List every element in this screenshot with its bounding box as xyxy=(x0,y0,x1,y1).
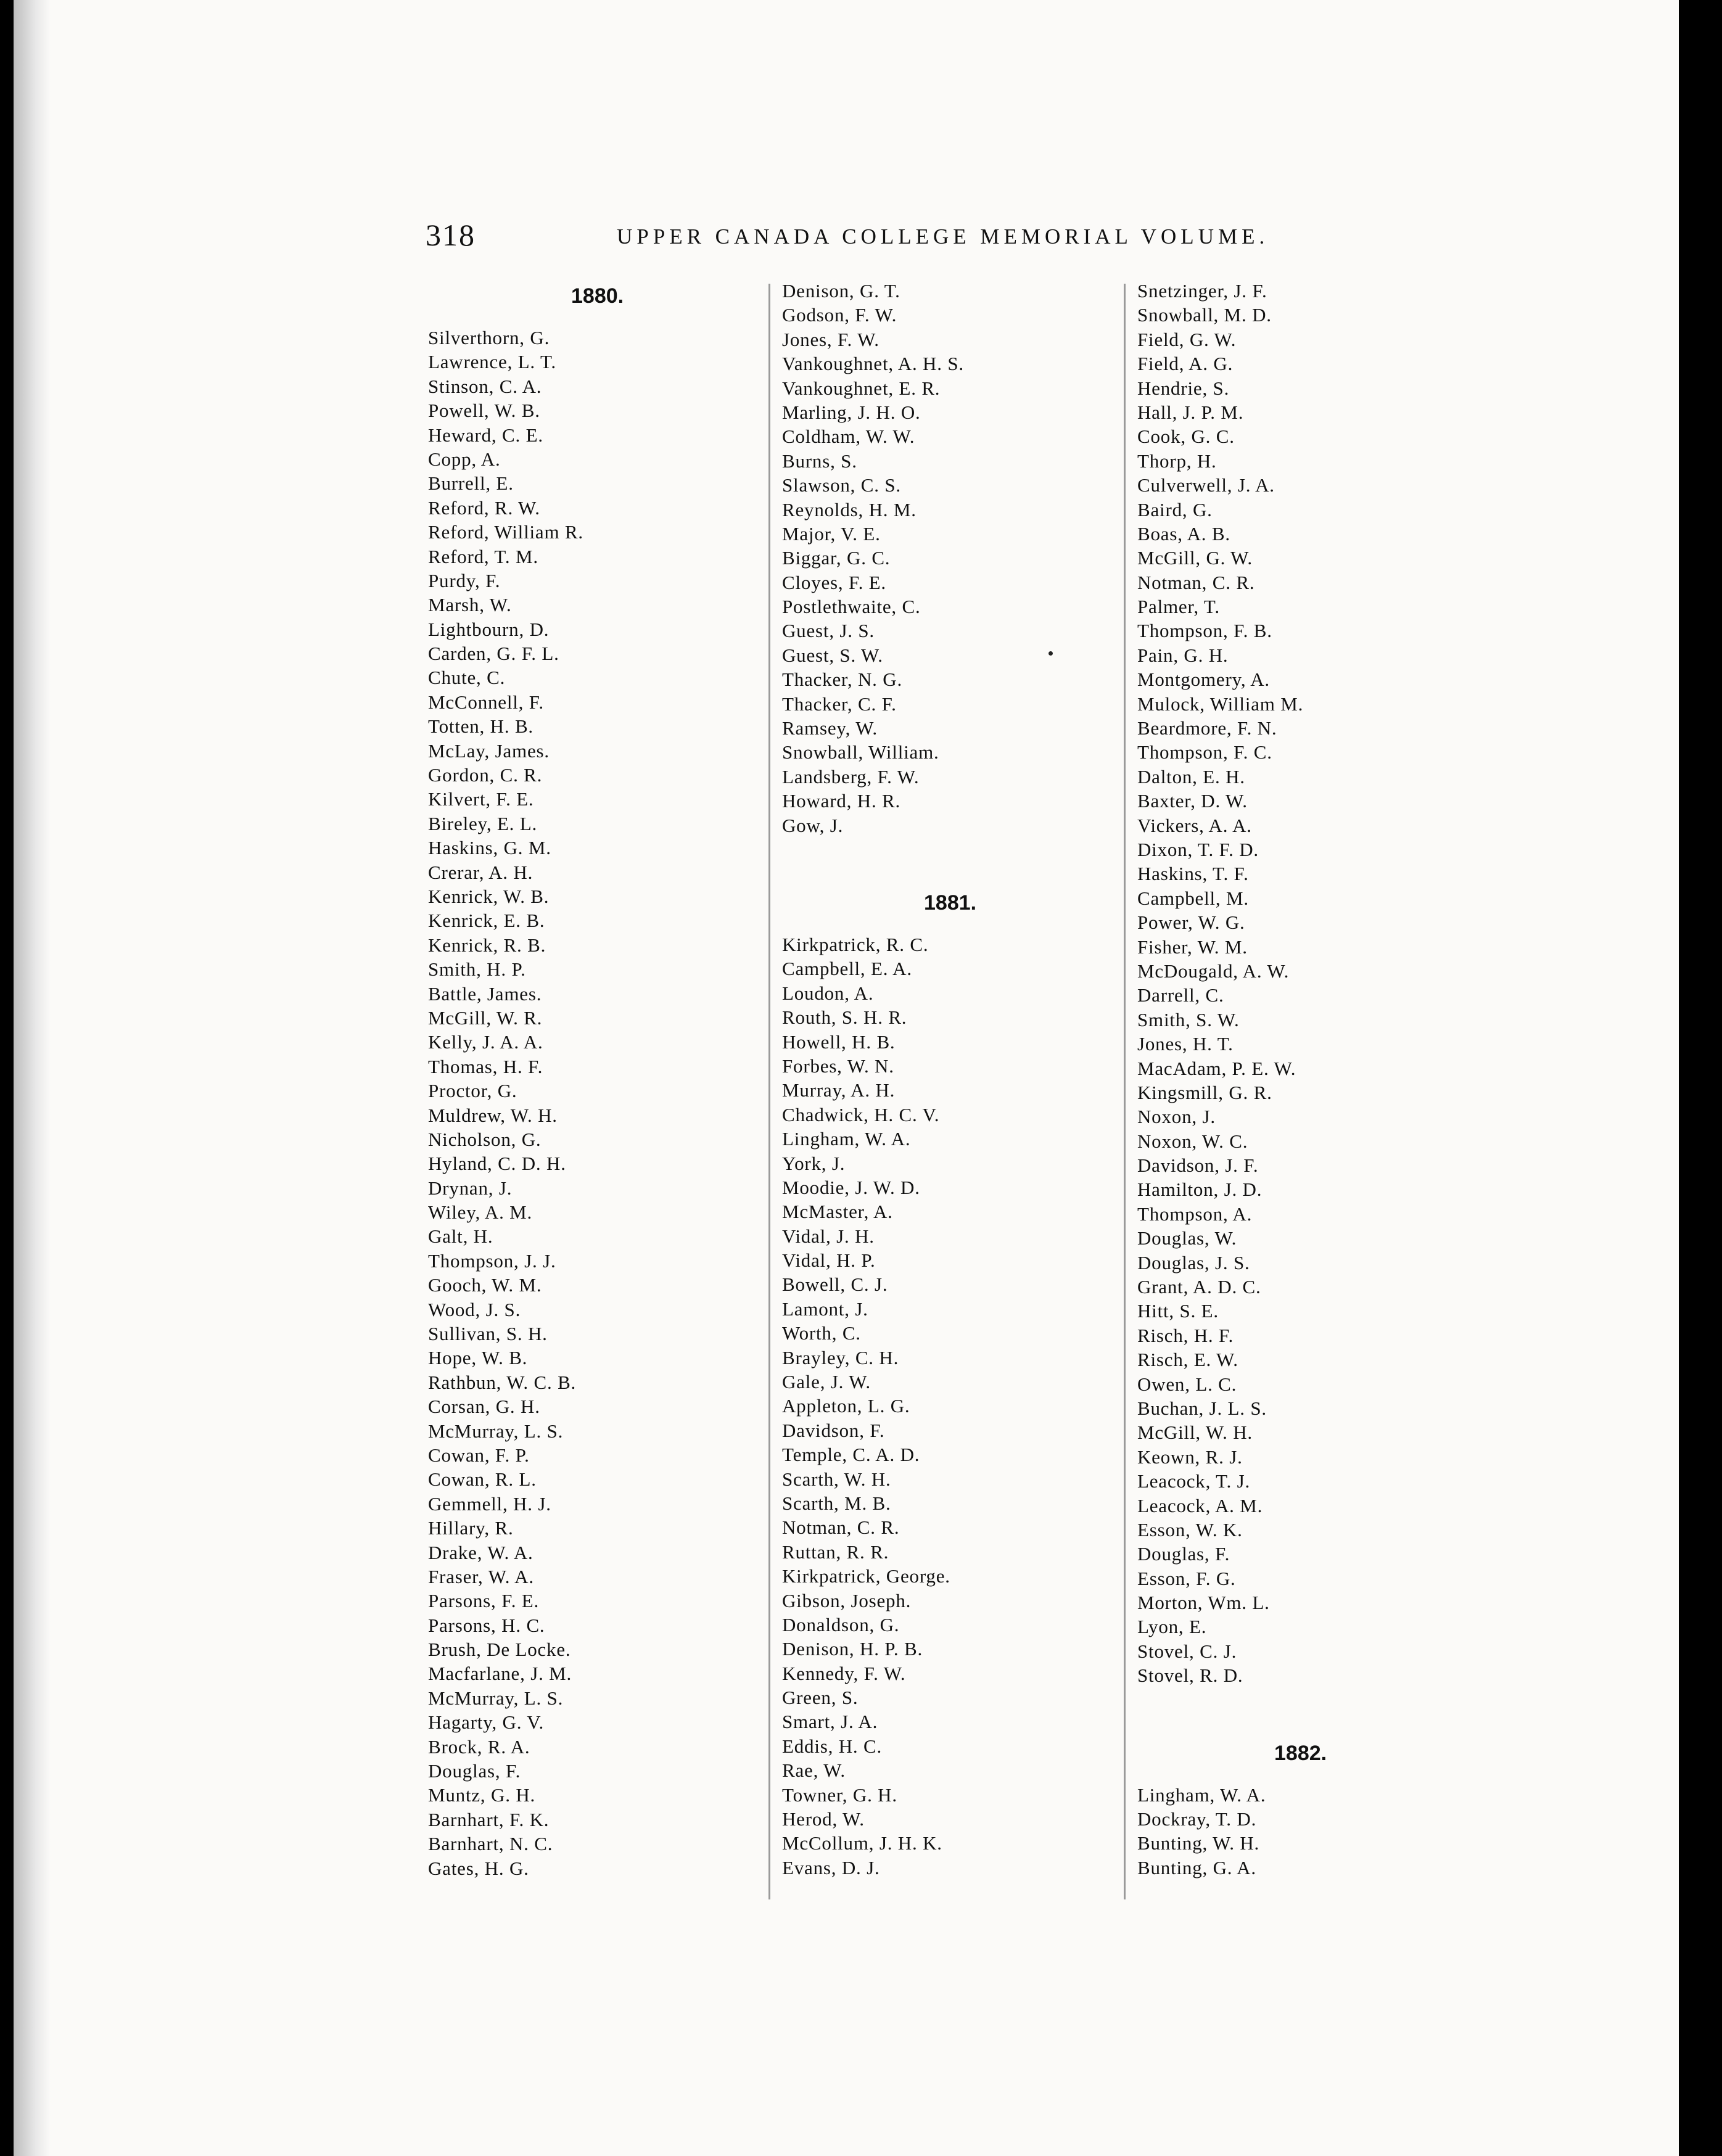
name-entry: Kelly, J. A. A. xyxy=(428,1031,543,1053)
name-entry: Esson, W. K. xyxy=(1137,1518,1243,1541)
name-entry: Hyland, C. D. H. xyxy=(428,1153,566,1175)
name-entry: McMurray, L. S. xyxy=(428,1420,564,1442)
name-entry: Silverthorn, G. xyxy=(428,327,550,348)
name-entry: Hitt, S. E. xyxy=(1137,1300,1219,1322)
name-entry: Hall, J. P. M. xyxy=(1137,401,1244,423)
name-entry: Burns, S. xyxy=(782,450,857,472)
name-list xyxy=(782,279,1127,837)
name-entry: Bowell, C. J. xyxy=(782,1273,888,1296)
name-entry: Vidal, J. H. xyxy=(782,1225,875,1247)
name-list xyxy=(782,932,1127,1880)
column-2 xyxy=(782,279,1127,1880)
name-entry: Rathbun, W. C. B. xyxy=(428,1371,577,1393)
name-entry: Lawrence, L. T. xyxy=(428,351,556,373)
name-entry: McMurray, L. S. xyxy=(428,1687,564,1709)
name-entry: Bunting, G. A. xyxy=(1137,1856,1256,1878)
name-entry: Esson, F. G. xyxy=(1137,1567,1236,1589)
name-entry: Cook, G. C. xyxy=(1137,426,1235,448)
binding-gutter xyxy=(14,0,51,2156)
name-entry: Notman, C. R. xyxy=(1137,571,1255,593)
name-entry: Grant, A. D. C. xyxy=(1137,1276,1261,1298)
scan-edge-left xyxy=(0,0,14,2156)
name-entry: Kenrick, W. B. xyxy=(428,885,550,907)
name-entry: Jones, H. T. xyxy=(1137,1033,1234,1055)
name-entry: Vidal, H. P. xyxy=(782,1249,876,1272)
name-entry: Barnhart, N. C. xyxy=(428,1833,553,1855)
name-entry: Green, S. xyxy=(782,1687,859,1709)
name-entry: Forbes, W. N. xyxy=(782,1055,894,1077)
name-entry: Cowan, F. P. xyxy=(428,1444,530,1466)
name-entry: McDougald, A. W. xyxy=(1137,960,1290,982)
name-entry: Marsh, W. xyxy=(428,594,512,616)
name-entry: Noxon, W. C. xyxy=(1137,1130,1248,1152)
name-entry: Darrell, C. xyxy=(1137,984,1224,1006)
name-entry: Lyon, E. xyxy=(1137,1616,1207,1638)
name-entry: Smith, S. W. xyxy=(1137,1008,1240,1031)
name-entry: Routh, S. H. R. xyxy=(782,1006,907,1029)
name-list xyxy=(1137,279,1483,1688)
name-entry: Bireley, E. L. xyxy=(428,812,538,834)
name-entry: Slawson, C. S. xyxy=(782,474,901,496)
name-entry: Denison, G. T. xyxy=(782,280,900,302)
page-header xyxy=(426,217,1308,260)
name-entry: Parsons, F. E. xyxy=(428,1590,540,1612)
name-entry: Montgomery, A. xyxy=(1137,669,1270,691)
name-entry: Wood, J. S. xyxy=(428,1298,521,1320)
name-entry: Vankoughnet, A. H. S. xyxy=(782,353,964,375)
name-entry: Marling, J. H. O. xyxy=(782,401,921,423)
name-entry: Macfarlane, J. M. xyxy=(428,1663,572,1685)
name-entry: Postlethwaite, C. xyxy=(782,596,921,618)
name-entry: Burrell, E. xyxy=(428,472,514,495)
name-entry: Douglas, J. S. xyxy=(1137,1251,1250,1273)
name-entry: Hagarty, G. V. xyxy=(428,1711,544,1734)
name-entry: Godson, F. W. xyxy=(782,304,897,326)
name-entry: Thorp, H. xyxy=(1137,450,1217,472)
name-entry: Evans, D. J. xyxy=(782,1856,880,1878)
name-entry: Thacker, C. F. xyxy=(782,693,897,715)
name-entry: Denison, H. P. B. xyxy=(782,1638,923,1660)
name-entry: Heward, C. E. xyxy=(428,424,543,446)
name-entry: McConnell, F. xyxy=(428,691,544,713)
name-entry: Powell, W. B. xyxy=(428,400,540,422)
name-entry: Howell, H. B. xyxy=(782,1031,896,1053)
name-entry: Leacock, A. M. xyxy=(1137,1494,1263,1516)
name-entry: Stovel, C. J. xyxy=(1137,1640,1237,1662)
name-entry: Purdy, F. xyxy=(428,569,501,591)
name-entry: MacAdam, P. E. W. xyxy=(1137,1057,1296,1079)
name-entry: Notman, C. R. xyxy=(782,1516,900,1539)
name-entry: Buchan, J. L. S. xyxy=(1137,1397,1267,1419)
name-entry: Wiley, A. M. xyxy=(428,1201,533,1224)
name-entry: Campbell, E. A. xyxy=(782,958,912,980)
name-entry: Risch, H. F. xyxy=(1137,1324,1234,1346)
name-entry: York, J. xyxy=(782,1152,846,1174)
name-entry: Rae, W. xyxy=(782,1759,846,1782)
name-entry: Dixon, T. F. D. xyxy=(1137,838,1259,860)
name-entry: Bunting, W. H. xyxy=(1137,1832,1260,1854)
name-entry: Towner, G. H. xyxy=(782,1784,897,1806)
name-entry: Kenrick, R. B. xyxy=(428,934,546,956)
name-entry: Scarth, W. H. xyxy=(782,1468,891,1490)
name-entry: Thacker, N. G. xyxy=(782,669,903,691)
name-entry: Appleton, L. G. xyxy=(782,1395,910,1417)
name-entry: Guest, J. S. xyxy=(782,620,875,642)
name-entry: Major, V. E. xyxy=(782,522,881,545)
name-entry: Snowball, M. D. xyxy=(1137,304,1272,326)
name-entry: Proctor, G. xyxy=(428,1080,517,1102)
name-entry: Douglas, W. xyxy=(1137,1227,1237,1249)
name-entry: Herod, W. xyxy=(782,1808,865,1830)
name-entry: Guest, S. W. xyxy=(782,644,883,666)
year-heading: 1880. xyxy=(571,284,624,308)
name-entry: Keown, R. J. xyxy=(1137,1446,1243,1468)
name-entry: Sullivan, S. H. xyxy=(428,1323,548,1345)
name-entry: Chadwick, H. C. V. xyxy=(782,1103,940,1125)
name-entry: Fisher, W. M. xyxy=(1137,936,1248,958)
name-entry: Nicholson, G. xyxy=(428,1128,542,1150)
name-entry: Eddis, H. C. xyxy=(782,1735,883,1757)
name-entry: Drake, W. A. xyxy=(428,1541,533,1563)
name-entry: Kirkpatrick, R. C. xyxy=(782,933,929,955)
name-entry: Biggar, G. C. xyxy=(782,547,891,569)
running-head: UPPER CANADA COLLEGE MEMORIAL VOLUME. xyxy=(617,224,1269,249)
name-entry: Gordon, C. R. xyxy=(428,764,543,786)
name-entry: Thompson, A. xyxy=(1137,1203,1253,1225)
name-entry: Snetzinger, J. F. xyxy=(1137,280,1267,302)
name-entry: Stinson, C. A. xyxy=(428,375,542,397)
name-entry: Stovel, R. D. xyxy=(1137,1664,1243,1687)
name-entry: Hendrie, S. xyxy=(1137,377,1230,399)
name-entry: Thompson, F. C. xyxy=(1137,741,1272,763)
name-entry: Haskins, G. M. xyxy=(428,837,551,859)
name-entry: Risch, E. W. xyxy=(1137,1349,1238,1371)
name-entry: Thompson, F. B. xyxy=(1137,620,1272,642)
name-entry: Ramsey, W. xyxy=(782,717,878,739)
name-entry: Field, A. G. xyxy=(1137,353,1234,375)
year-heading: 1881. xyxy=(924,891,977,915)
name-entry: Murray, A. H. xyxy=(782,1079,896,1101)
name-entry: Cowan, R. L. xyxy=(428,1468,537,1491)
name-entry: Morton, Wm. L. xyxy=(1137,1592,1270,1614)
name-entry: Hillary, R. xyxy=(428,1517,514,1539)
name-entry: Gemmell, H. J. xyxy=(428,1492,551,1515)
name-entry: Donaldson, G. xyxy=(782,1613,900,1636)
name-entry: Hope, W. B. xyxy=(428,1347,528,1369)
name-entry: Landsberg, F. W. xyxy=(782,765,920,788)
name-entry: Beardmore, F. N. xyxy=(1137,717,1277,739)
name-entry: Culverwell, J. A. xyxy=(1137,474,1275,496)
name-entry: Baird, G. xyxy=(1137,498,1213,520)
name-entry: McMaster, A. xyxy=(782,1201,893,1223)
name-entry: Battle, James. xyxy=(428,982,542,1005)
name-entry: Smith, H. P. xyxy=(428,958,526,981)
name-entry: Gale, J. W. xyxy=(782,1371,871,1393)
name-entry: McGill, W. R. xyxy=(428,1006,543,1029)
name-entry: Ruttan, R. R. xyxy=(782,1541,889,1563)
name-entry: Baxter, D. W. xyxy=(1137,790,1248,812)
name-entry: Gow, J. xyxy=(782,814,844,836)
name-entry: Palmer, T. xyxy=(1137,596,1220,618)
name-entry: Parsons, H. C. xyxy=(428,1614,545,1636)
name-entry: Drynan, J. xyxy=(428,1177,513,1199)
name-entry: Coldham, W. W. xyxy=(782,426,915,448)
name-entry: Vankoughnet, E. R. xyxy=(782,377,941,399)
name-entry: Muldrew, W. H. xyxy=(428,1104,558,1126)
name-entry: Corsan, G. H. xyxy=(428,1396,540,1418)
name-entry: Thomas, H. F. xyxy=(428,1055,543,1077)
name-entry: Gibson, Joseph. xyxy=(782,1589,912,1611)
name-entry: Brayley, C. H. xyxy=(782,1346,899,1368)
name-entry: Dalton, E. H. xyxy=(1137,765,1245,788)
name-entry: Copp, A. xyxy=(428,448,501,470)
name-entry: Lingham, W. A. xyxy=(782,1128,911,1150)
column-1 xyxy=(428,279,773,1880)
name-entry: Kingsmill, G. R. xyxy=(1137,1081,1272,1103)
name-entry: Reynolds, H. M. xyxy=(782,498,917,520)
name-entry: Moodie, J. W. D. xyxy=(782,1176,920,1198)
name-entry: Reford, R. W. xyxy=(428,496,540,519)
name-entry: Fraser, W. A. xyxy=(428,1565,534,1587)
name-entry: Chute, C. xyxy=(428,667,506,689)
name-list xyxy=(1137,1783,1483,1880)
name-entry: Lingham, W. A. xyxy=(1137,1784,1266,1806)
name-entry: Smart, J. A. xyxy=(782,1711,878,1733)
name-entry: Thompson, J. J. xyxy=(428,1249,556,1272)
name-entry: Reford, T. M. xyxy=(428,545,538,567)
name-entry: Dockray, T. D. xyxy=(1137,1808,1257,1830)
name-entry: Haskins, T. F. xyxy=(1137,863,1249,885)
name-entry: Kilvert, F. E. xyxy=(428,788,534,810)
name-entry: Snowball, William. xyxy=(782,741,939,763)
name-entry: Davidson, F. xyxy=(782,1419,885,1441)
name-entry: McCollum, J. H. K. xyxy=(782,1832,942,1854)
name-entry: Brock, R. A. xyxy=(428,1735,530,1758)
name-entry: Galt, H. xyxy=(428,1225,493,1248)
name-entry: Temple, C. A. D. xyxy=(782,1444,920,1466)
name-entry: Lamont, J. xyxy=(782,1298,868,1320)
name-entry: Kennedy, F. W. xyxy=(782,1662,906,1684)
name-entry: Vickers, A. A. xyxy=(1137,814,1252,836)
name-entry: Gates, H. G. xyxy=(428,1857,529,1879)
name-entry: Field, G. W. xyxy=(1137,328,1237,350)
year-heading: 1882. xyxy=(1274,1741,1327,1765)
name-entry: Kenrick, E. B. xyxy=(428,910,545,932)
name-entry: McGill, G. W. xyxy=(1137,547,1253,569)
name-entry: Jones, F. W. xyxy=(782,328,880,350)
name-entry: Mulock, William M. xyxy=(1137,693,1304,715)
name-entry: Boas, A. B. xyxy=(1137,522,1230,545)
name-entry: McLay, James. xyxy=(428,739,550,762)
name-entry: Cloyes, F. E. xyxy=(782,571,886,593)
name-entry: Muntz, G. H. xyxy=(428,1784,536,1806)
name-entry: Scarth, M. B. xyxy=(782,1492,891,1514)
page-number: 318 xyxy=(426,218,476,252)
name-entry: Barnhart, F. K. xyxy=(428,1808,550,1830)
name-entry: Crerar, A. H. xyxy=(428,861,533,883)
name-entry: Totten, H. B. xyxy=(428,715,533,738)
name-entry: Douglas, F. xyxy=(428,1760,521,1782)
name-entry: Hamilton, J. D. xyxy=(1137,1179,1263,1201)
name-entry: Lightbourn, D. xyxy=(428,618,550,640)
name-entry: Noxon, J. xyxy=(1137,1106,1216,1128)
name-entry: Owen, L. C. xyxy=(1137,1373,1237,1395)
name-entry: Loudon, A. xyxy=(782,982,874,1004)
name-entry: Kirkpatrick, George. xyxy=(782,1565,950,1587)
name-list xyxy=(428,326,773,1880)
scan-edge-right xyxy=(1679,0,1722,2156)
name-entry: Power, W. G. xyxy=(1137,911,1245,934)
name-entry: Howard, H. R. xyxy=(782,790,901,812)
name-entry: Brush, De Locke. xyxy=(428,1639,571,1661)
name-entry: Worth, C. xyxy=(782,1322,861,1344)
name-entry: Leacock, T. J. xyxy=(1137,1470,1251,1492)
name-entry: Davidson, J. F. xyxy=(1137,1154,1259,1177)
name-entry: Pain, G. H. xyxy=(1137,644,1229,666)
name-entry: Gooch, W. M. xyxy=(428,1274,542,1296)
name-entry: Reford, William R. xyxy=(428,521,583,543)
name-entry: McGill, W. H. xyxy=(1137,1422,1253,1444)
name-entry: Carden, G. F. L. xyxy=(428,643,559,665)
column-3 xyxy=(1137,279,1483,1880)
name-entry: Campbell, M. xyxy=(1137,887,1249,909)
name-entry: Douglas, F. xyxy=(1137,1543,1230,1565)
